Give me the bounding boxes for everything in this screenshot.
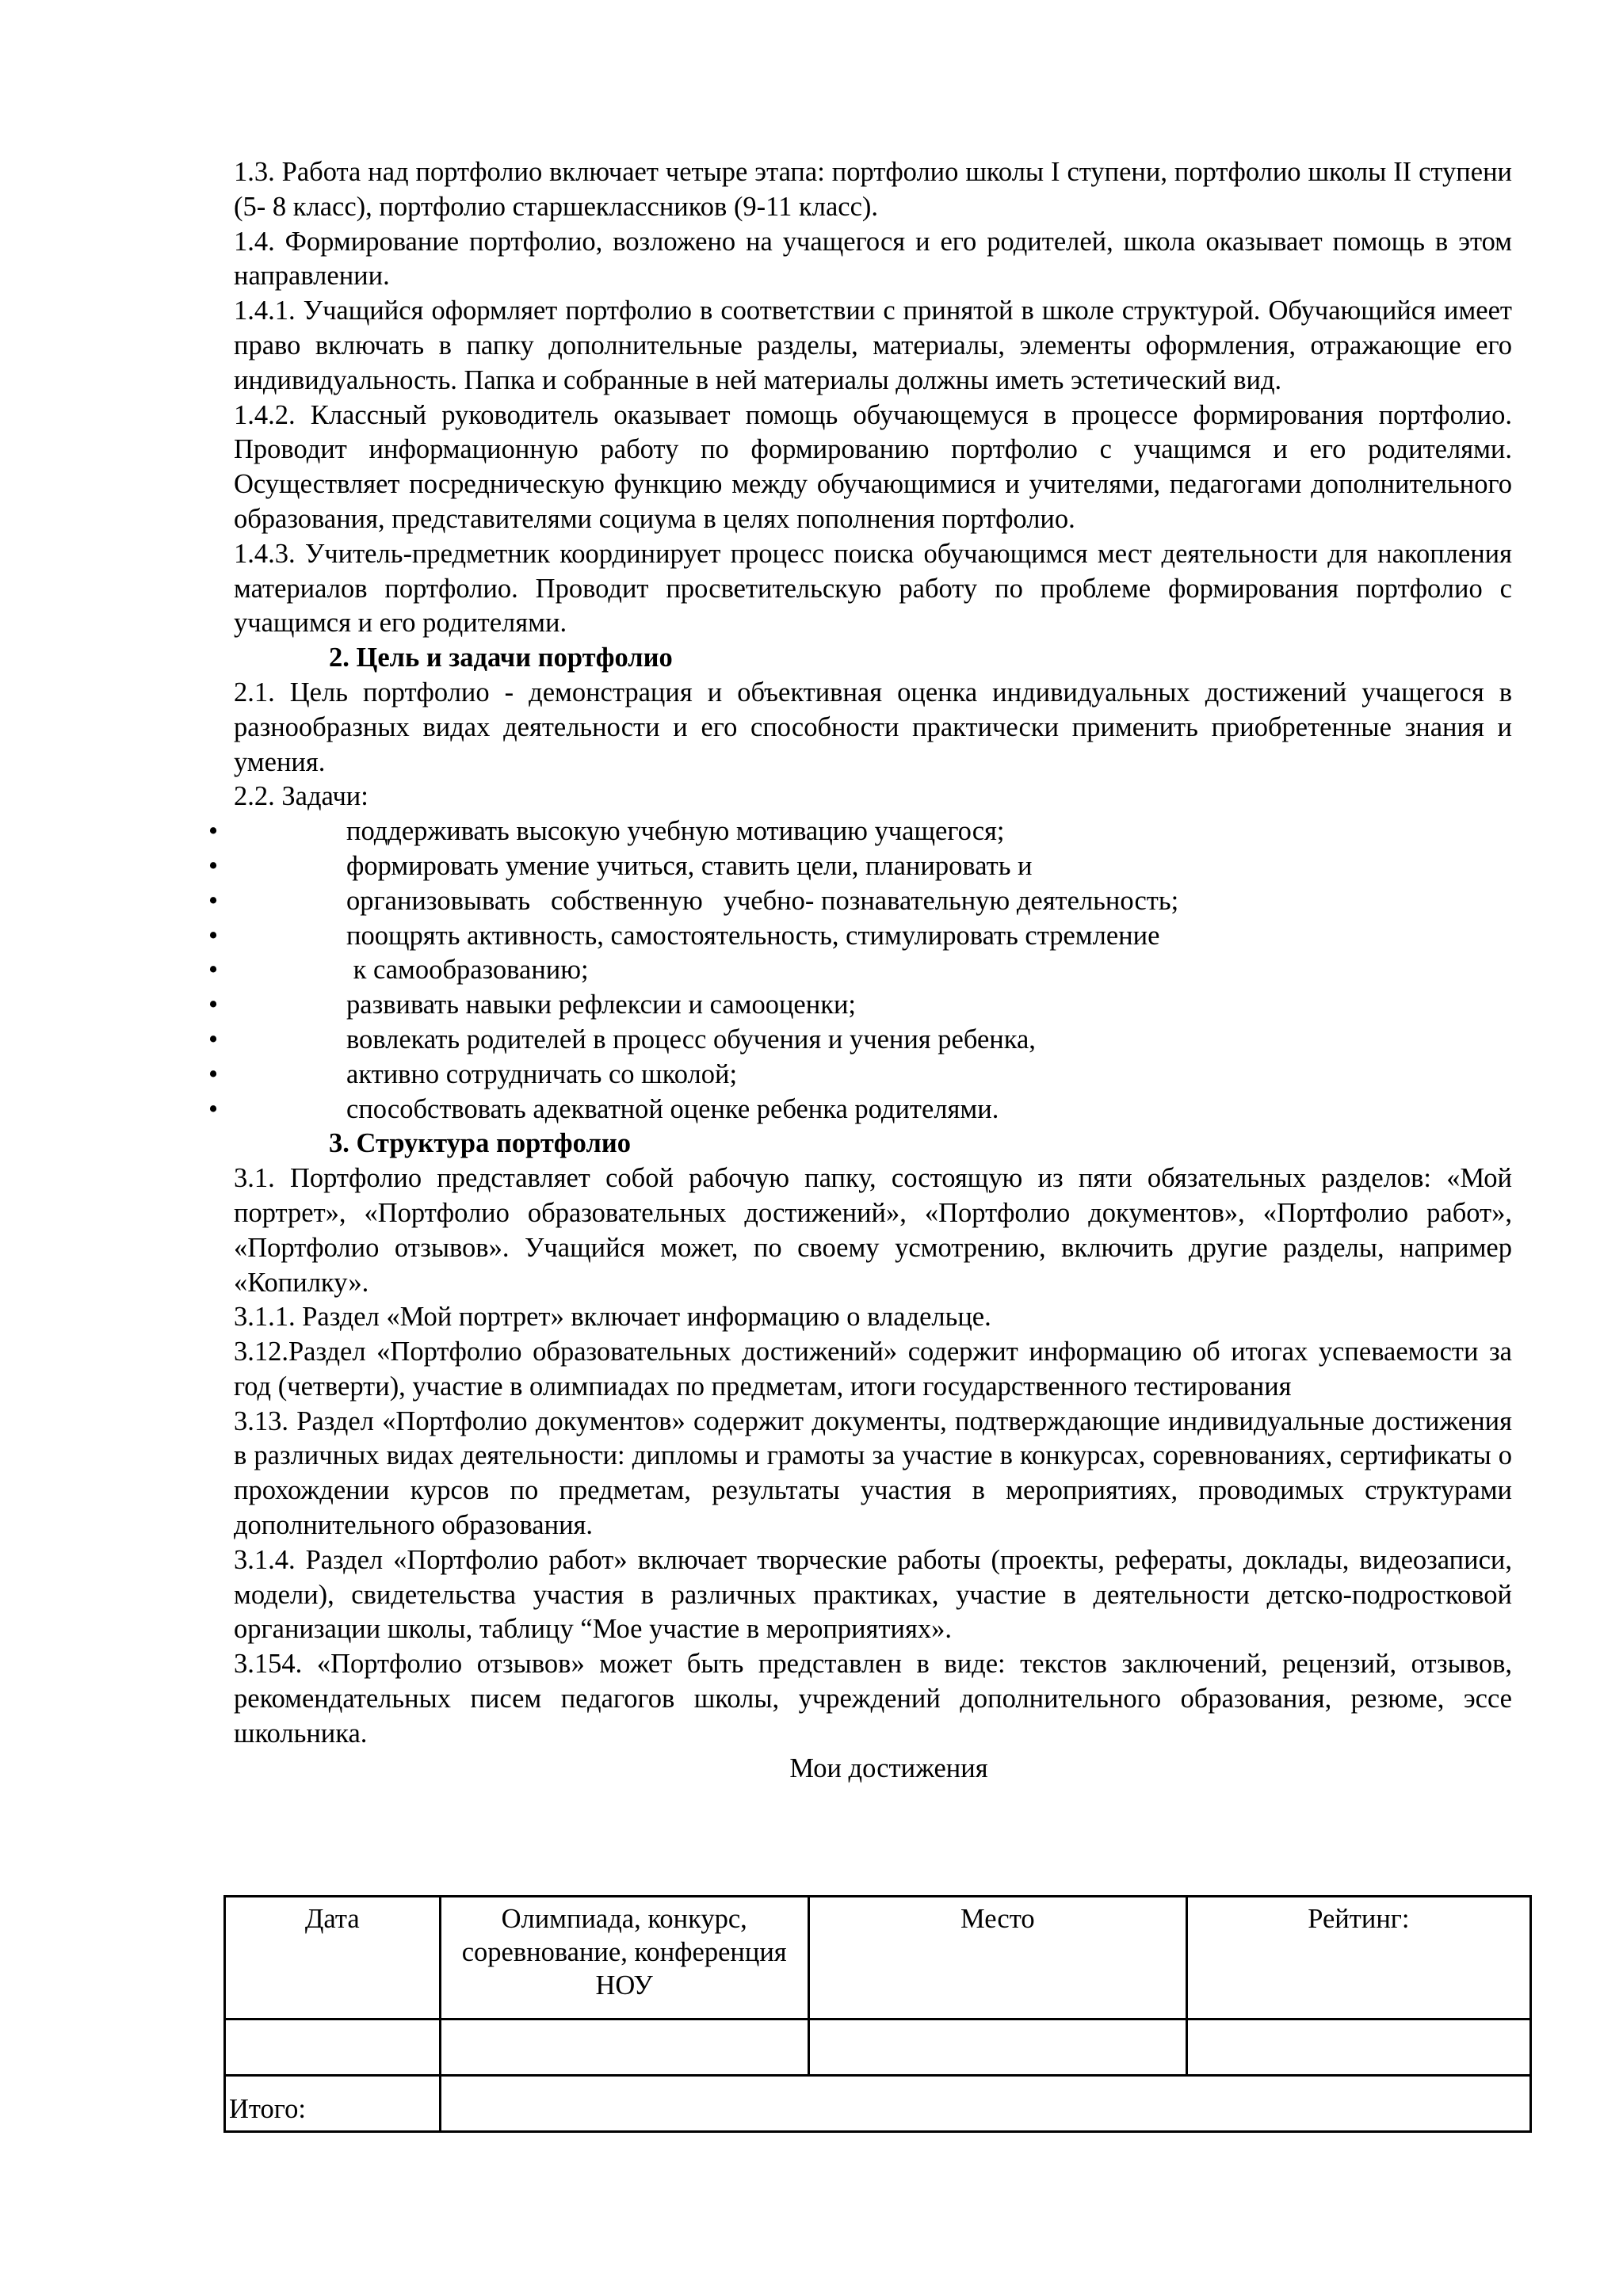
paragraph-3-1-4: 3.1.4. Раздел «Портфолио работ» включает творческие работы (проекты, рефераты, доклады, видеозаписи, модели), свидетельства участия в различных практиках, участие в деятельности детско-подростковой организации школы, таблицу “Мое участие в мероприятиях». — [234, 1544, 1512, 1645]
section-3-heading: 3. Структура портфолио — [329, 1128, 631, 1159]
column-header-rating: Рейтинг: — [1186, 1897, 1530, 2019]
paragraph-1-4-3: 1.4.3. Учитель-предметник координирует процесс поиска обучающимся мест деятельности для накопления материалов портфолио. Проводит просветительскую работу по проблеме формирования портфолио с учащимся и его родителями. — [234, 538, 1512, 639]
paragraph-2-1: 2.1. Цель портфолио - демонстрация и объективная оценка индивидуальных достижений учащегося в разнообразных видах деятельности и его способности практически применить приобретенные знания и умения. — [234, 677, 1512, 777]
bullet-icon: • — [208, 816, 219, 847]
total-value-cell — [440, 2076, 1530, 2132]
column-header-place: Место — [808, 1897, 1186, 2019]
table-cell — [440, 2019, 808, 2076]
paragraph-1-4-1: 1.4.1. Учащийся оформляет портфолио в соответствии с принятой в школе структурой. Обучающийся имеет право включать в папку дополнительные разделы, материалы, элементы оформления, отражающие его индивидуальность. Папка и собранные в ней материалы должны иметь эстетический вид. — [234, 296, 1512, 395]
list-item: • поддерживать высокую учебную мотивацию учащегося; — [234, 814, 1512, 849]
document-body — [208, 155, 1512, 1786]
paragraph-1-4: 1.4. Формирование портфолио, возложено на учащегося и его родителей, школа оказывает помощь в этом направлении. — [234, 226, 1512, 292]
table-cell — [225, 2019, 441, 2076]
column-header-date: Дата — [225, 1897, 441, 2019]
table-cell — [1186, 2019, 1530, 2076]
paragraph-3-1-3: 3.13. Раздел «Портфолио документов» содержит документы, подтверждающие индивидуальные достижения в различных видах деятельности: дипломы и грамоты за участие в конкурсах, соревнованиях, сертификаты о прохождении курсов по предметам, результаты участия в мероприятиях, проводимых структурами дополнительного образования. — [234, 1405, 1512, 1541]
list-item: • поощрять активность, самостоятельность, стимулировать стремление — [234, 919, 1512, 954]
bullet-icon: • — [208, 850, 219, 881]
paragraph-3-1-2: 3.12.Раздел «Портфолио образовательных достижений» содержит информацию об итогах успеваемости за год (четверти), участие в олимпиадах по предметам, итоги государственного тестирования — [234, 1337, 1512, 1402]
tasks-label: 2.2. Задачи: — [234, 781, 369, 812]
tasks-list — [208, 814, 1512, 1127]
paragraph-1-4-2: 1.4.2. Классный руководитель оказывает помощь обучающемуся в процессе формирования портфолио. Проводит информационную работу по формированию портфолио с учащимся и его родителями. Осуществляет посредническую функцию между обучающимися и учителями, педагогами дополнительного образования, представителями социума в целях пополнения портфолио. — [234, 399, 1512, 534]
list-item: • развивать навыки рефлексии и самооценки; — [234, 988, 1512, 1023]
bullet-icon: • — [208, 920, 219, 951]
table-header-row — [225, 1897, 1531, 2019]
achievements-table — [223, 1895, 1532, 2133]
list-item: • активно сотрудничать со школой; — [234, 1058, 1512, 1093]
table-title: Мои достижения — [789, 1753, 988, 1783]
table-row — [225, 2019, 1531, 2076]
paragraph-1-3: 1.3. Работа над портфолио включает четыре этапа: портфолио школы I ступени, портфолио школы II ступени (5- 8 класс), портфолио старшеклассников (9-11 класс). — [234, 157, 1512, 222]
bullet-icon: • — [208, 990, 219, 1020]
bullet-icon: • — [208, 955, 219, 986]
section-2-heading: 2. Цель и задачи портфолио — [329, 643, 673, 673]
paragraph-3-1-5: 3.154. «Портфолио отзывов» может быть представлен в виде: текстов заключений, рецензий, отзывов, рекомендательных писем педагогов школы, учреждений дополнительного образования, резюме, эссе школьника. — [234, 1649, 1512, 1749]
list-item: • вовлекать родителей в процесс обучения и учения ребенка, — [234, 1023, 1512, 1058]
bullet-icon: • — [208, 1058, 219, 1089]
table-total-row — [225, 2076, 1531, 2132]
bullet-icon: • — [208, 1093, 219, 1124]
list-item: • к самообразованию; — [234, 953, 1512, 988]
total-label: Итого: — [225, 2076, 441, 2132]
list-item: • способствовать адекватной оценке ребенка родителями. — [234, 1093, 1512, 1127]
column-header-event: Олимпиада, конкурс, соревнование, конференция НОУ — [440, 1897, 808, 2019]
list-item: • формировать умение учиться, ставить цели, планировать и — [234, 849, 1512, 884]
paragraph-3-1: 3.1. Портфолио представляет собой рабочую папку, состоящую из пяти обязательных разделов: «Мой портрет», «Портфолио образовательных достижений», «Портфолио документов», «Портфолио работ», «Портфолио отзывов». Учащийся может, по своему усмотрению, включить другие разделы, например «Копилку». — [234, 1163, 1512, 1298]
table-cell — [808, 2019, 1186, 2076]
bullet-icon: • — [208, 885, 219, 916]
list-item: • организовывать собственную учебно- познавательную деятельность; — [234, 884, 1512, 919]
paragraph-3-1-1: 3.1.1. Раздел «Мой портрет» включает информацию о владельце. — [234, 1302, 991, 1333]
bullet-icon: • — [208, 1024, 219, 1055]
